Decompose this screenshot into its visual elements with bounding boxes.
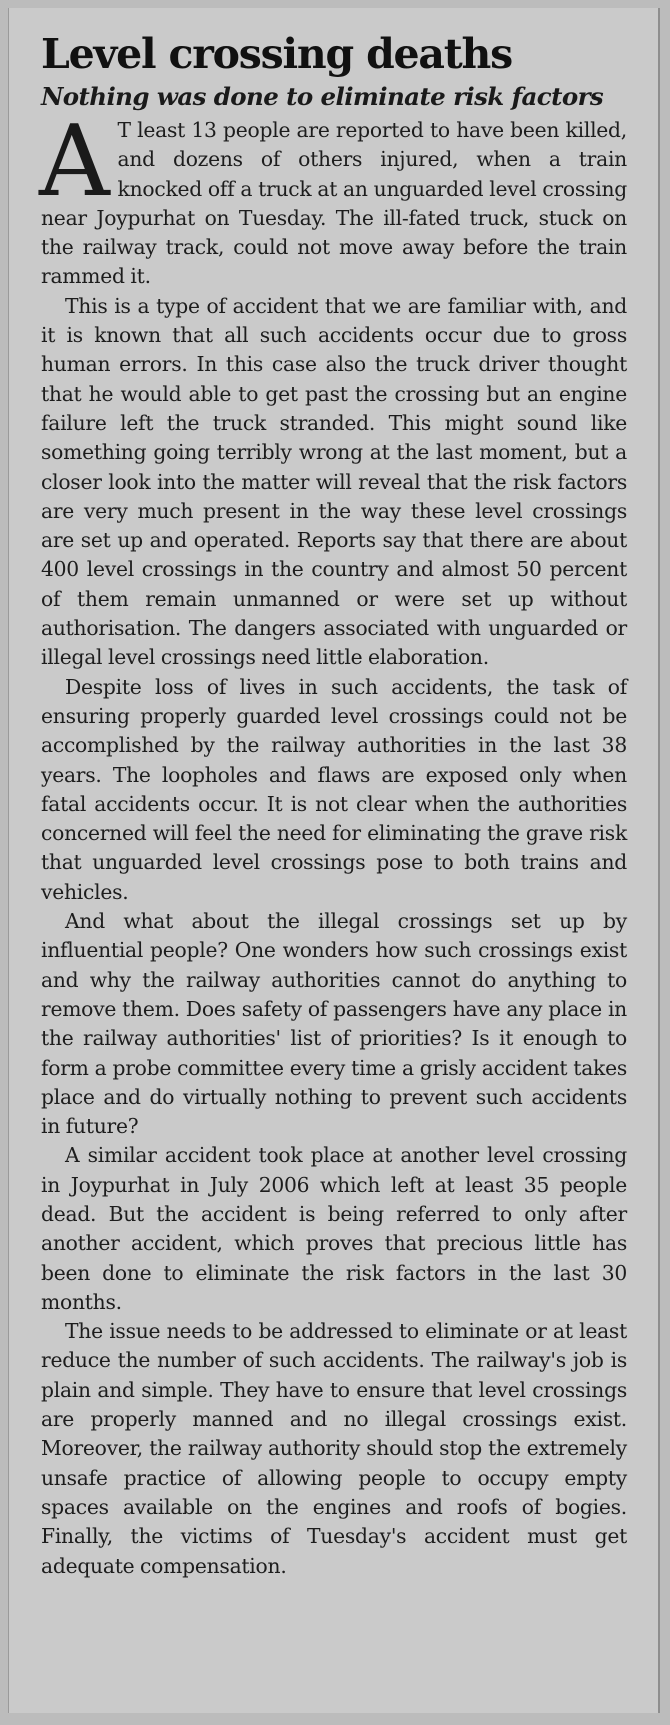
article-headline: Level crossing deaths [41, 30, 513, 78]
newspaper-clipping [8, 8, 660, 1713]
paragraph-2: This is a type of accident that we are familiar with, and it is known that all such accidents occur due to gross human errors. In this case also the truck driver thought that he would able to get past the crossing but an engine failure left the truck stranded. This might sound like something going terribly wrong at the last moment, but a closer look into the matter will reveal that the risk factors are very much present in the way these level crossings are set up and operated. Reports say that there are about 400 level crossings in the country and almost 50 percent of them remain unmanned or were set up without authorisation. The dangers associated with unguarded or illegal level crossings need little elaboration. [41, 293, 627, 670]
paragraph-5: A similar accident took place at another level crossing in Joypurhat in July 2006 which left at least 35 people dead. But the accident is being referred to only after another accident, which proves that precious little has been done to eliminate the risk factors in the last 30 months. [41, 1143, 627, 1314]
paragraph-1-text: T least 13 people are reported to have been killed, and dozens of others injured, when a train knocked off a truck at an unguarded level crossing near Joypurhat on Tuesday. The ill-fated truck, stuck on the railway track, could not move away before the train rammed it. [41, 118, 627, 289]
paragraph-4: And what about the illegal crossings set up by influential people? One wonders how such crossings exist and why the railway authorities cannot do anything to remove them. Does safety of passengers have any place in the railway authorities' list of priorities? Is it enough to form a probe committee every time a grisly accident takes place and do virtually nothing to prevent such accidents in future? [41, 909, 627, 1139]
article-body [39, 105, 627, 1581]
editorial-article [41, 8, 627, 1581]
article-subheadline: Nothing was done to eliminate risk factors [41, 82, 604, 111]
drop-cap: A [39, 105, 110, 219]
paragraph-1 [39, 105, 627, 292]
paragraph-3: Despite loss of lives in such accidents, the task of ensuring properly guarded level crossings could not be accomplished by the railway authorities in the last 38 years. The loopholes and flaws are exposed only when fatal accidents occur. It is not clear when the authorities concerned will feel the need for eliminating the grave risk that unguarded level crossings pose to both trains and vehicles. [41, 674, 627, 904]
paragraph-6: The issue needs to be addressed to eliminate or at least reduce the number of such accidents. The railway's job is plain and simple. They have to ensure that level crossings are properly manned and no illegal crossings exist. Moreover, the railway authority should stop the extremely unsafe practice of allowing people to occupy empty spaces available on the engines and roofs of bogies. Finally, the victims of Tuesday's accident must get adequate compensation. [41, 1319, 627, 1578]
